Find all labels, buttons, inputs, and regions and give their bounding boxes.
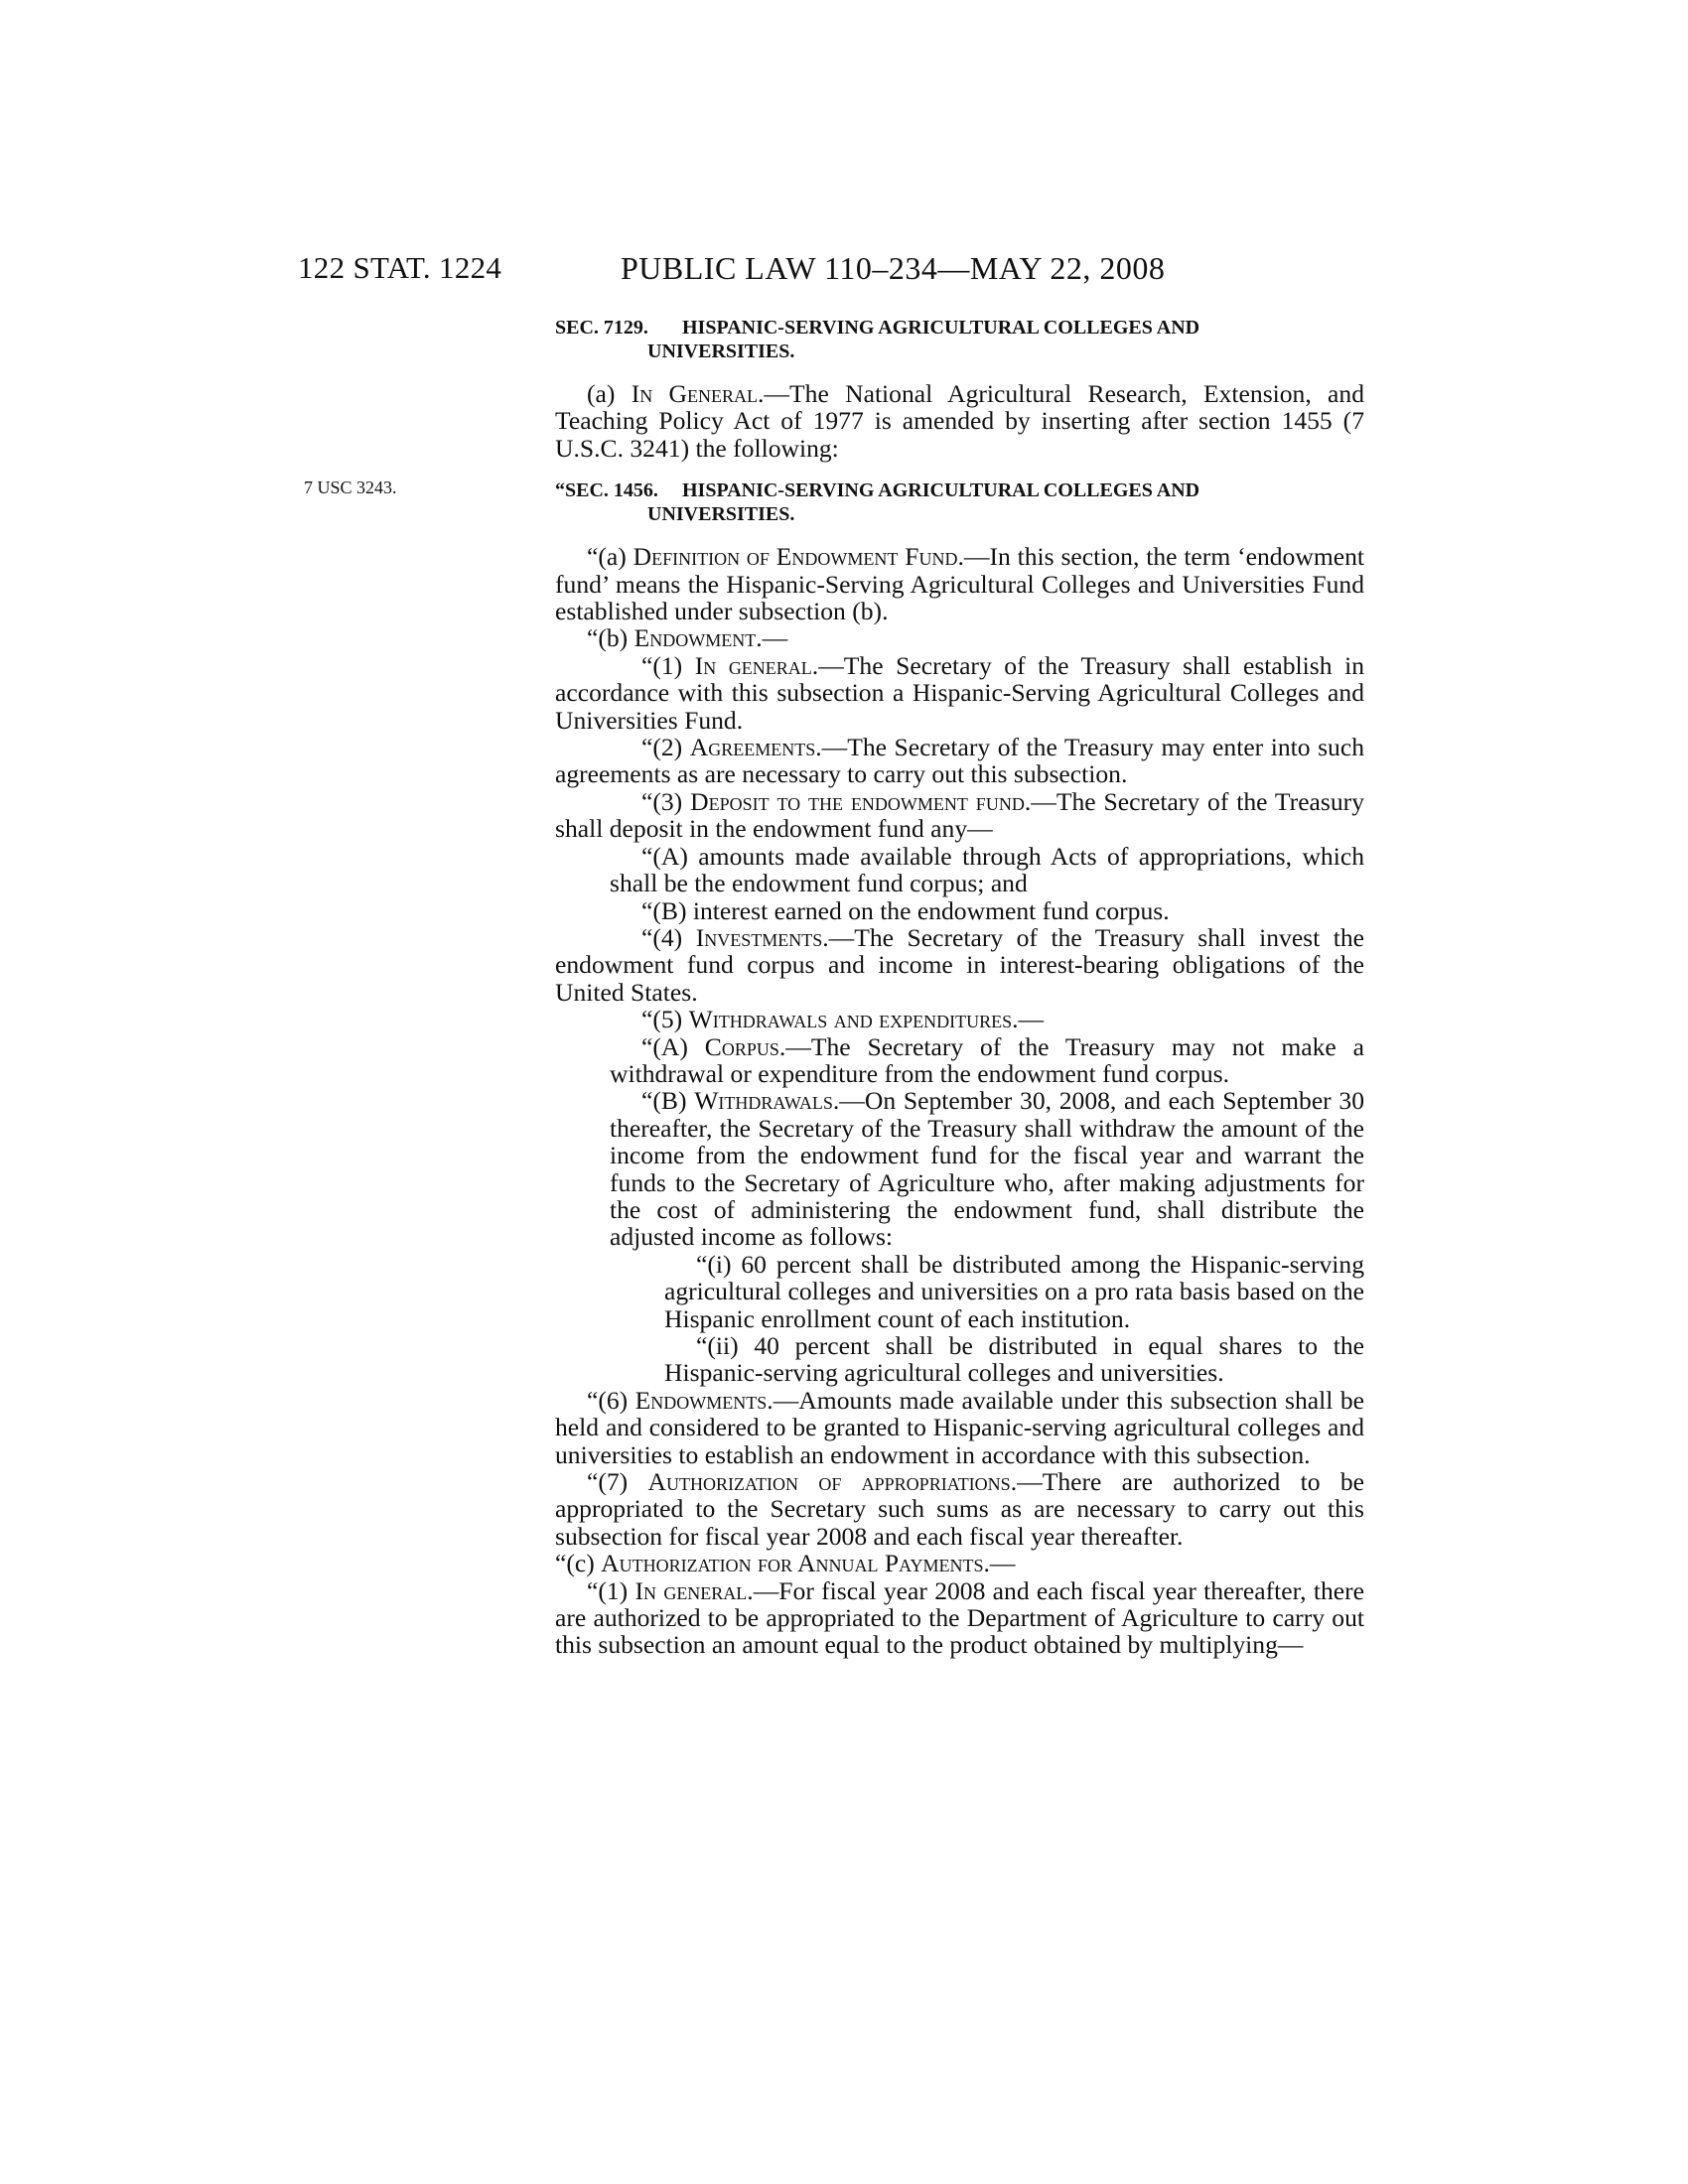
paragraph-b4-investments: “(4) Investments.—The Secretary of the Treasury shall invest the endowment fund corpus and income in interest-bearing obligations of the United States. [555,922,1365,1007]
stat-citation: 122 STAT. 1224 [298,250,502,285]
section-7129-heading [555,316,1364,363]
paragraph-b5-B-ii: “(ii) 40 percent shall be distributed in equal shares to the Hispanic-serving agricultural colleges and universities. [664,1331,1364,1388]
paragraph-heading: In General. [631,379,765,408]
paragraph-b5-B-i: “(i) 60 percent shall be distributed among the Hispanic-serving agricultural colleges and universities on a pro rata basis based on the Hispanic enrollment count of each institution. [664,1249,1364,1333]
subsection-a-in-general: (a) In General.—The National Agricultural Research, Extension, and Teaching Policy Act of 1977 is amended by inserting after section 1455 (7 U.S.C. 3241) the following: [555,379,1365,463]
paragraph-b3-deposit: “(3) Deposit to the endowment fund.—The Secretary of the Treasury shall deposit in the endowment fund any— [555,786,1364,844]
paragraph-c-annual-payments: “(c) Authorization for Annual Payments.— [555,1549,1016,1578]
paragraph-b7-authorization: “(7) Authorization of appropriations.—There are authorized to be appropriated to the Secretary such sums as are necessary to carry out this subsection for fiscal year 2008 and each fiscal year thereafter. [555,1467,1364,1551]
paragraph-b1-in-general: “(1) In general.—The Secretary of the Treasury shall establish in accordance with this subsection a Hispanic-Serving Agricultural Colleges and Universities Fund. [555,650,1364,735]
paragraph-b2-agreements: “(2) Agreements.—The Secretary of the Treasury may enter into such agreements as are necessary to carry out this subsection. [555,733,1364,789]
paragraph-c1-in-general: “(1) In general.—For fiscal year 2008 and each fiscal year thereafter, there are authorized to be appropriated to the Department of Agriculture to carry out this subsection an amount equal to the product obtained by multiplying— [555,1575,1364,1660]
section-title-line2: UNIVERSITIES. [647,503,795,526]
paragraph-b5-B-withdrawals: “(B) Withdrawals.—On September 30, 2008, and each September 30 thereafter, the Secretary of the Treasury shall withdraw the amount of the income from the endowment fund for the fiscal year and warrant the funds to the Secretary of Agriculture who, after making adjustments for the cost of administering the endowment fund, shall distribute the adjusted income as follows: [610,1086,1365,1252]
page-header [0,250,1688,290]
public-law-title: PUBLIC LAW 110–234—MAY 22, 2008 [621,250,1166,286]
margin-note-usc: 7 USC 3243. [304,478,397,497]
paragraph-b-endowment: “(b) Endowment.— [587,623,788,653]
section-number: “SEC. 1456. [555,479,658,502]
paragraph-b3-B: “(B) interest earned on the endowment fund corpus. [641,895,1170,925]
document-body [555,316,1364,1659]
paragraph-b3-A: “(A) amounts made available through Acts of appropriations, which shall be the endowment fund corpus; and [610,841,1364,898]
paragraph-a-definition: “(a) Definition of Endowment Fund.—In this section, the term ‘endowment fund’ means the Hispanic-Serving Agricultural Colleges and Universities Fund established under subsection (b). [555,542,1364,626]
paragraph-b5-A-corpus: “(A) Corpus.—The Secretary of the Treasury may not make a withdrawal or expenditure from the endowment fund corpus. [610,1031,1364,1088]
paragraph-b5-withdrawals: “(5) Withdrawals and expenditures.— [641,1005,1045,1034]
section-title-line1: HISPANIC-SERVING AGRICULTURAL COLLEGES AND [682,479,1200,502]
section-1456-heading [555,478,1364,526]
paragraph-b6-endowments: “(6) Endowments.—Amounts made available under this subsection shall be held and considered to be granted to Hispanic-serving agricultural colleges and universities to establish an endowment in accordance with this subsection. [555,1385,1364,1469]
section-title-line2: UNIVERSITIES. [647,341,795,362]
section-number: SEC. 7129. [555,317,648,339]
section-title-line1: HISPANIC-SERVING AGRICULTURAL COLLEGES AND [682,317,1200,339]
